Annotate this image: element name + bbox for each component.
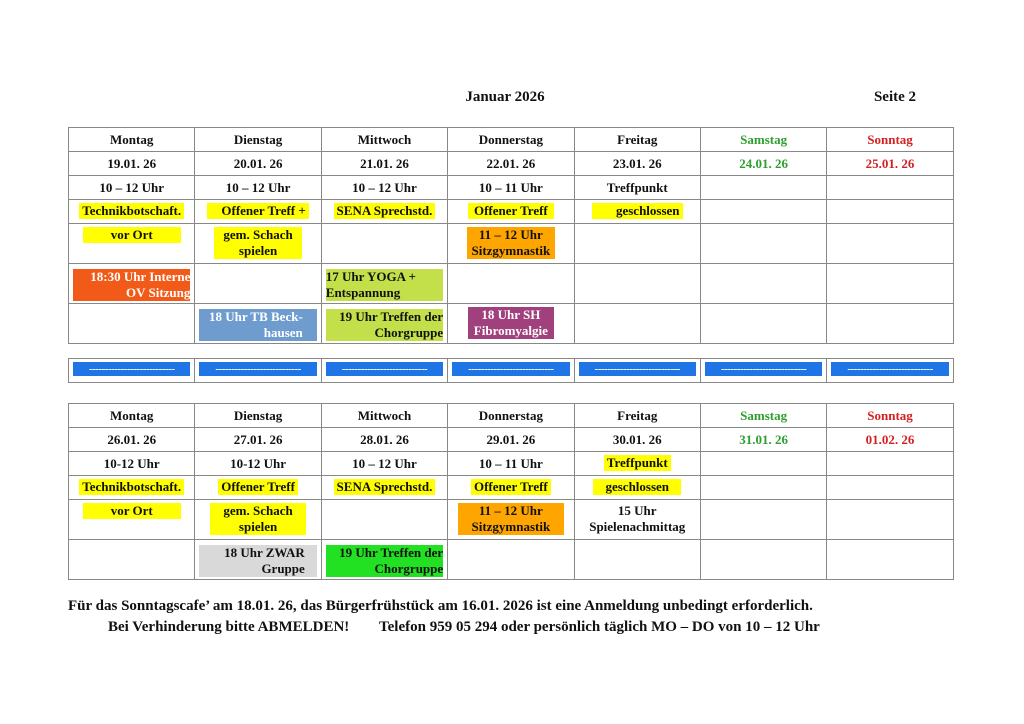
- date-cell: 29.01. 26: [448, 428, 574, 452]
- date-row: [69, 152, 954, 176]
- event-yoga: 17 Uhr YOGA + Entspannung: [326, 269, 443, 301]
- day-saturday: Samstag: [700, 404, 826, 428]
- footer-contact: Bei Verhinderung bitte ABMELDEN! Telefon 959 05 294 oder persönlich täglich MO – DO von 10 – 12 Uhr: [108, 619, 820, 635]
- date-cell: 19.01. 26: [69, 152, 195, 176]
- event-chorgruppe: 19 Uhr Treffen der Chorgruppe: [326, 309, 443, 341]
- day-sunday: Sonntag: [827, 404, 953, 428]
- time-cell: 10 – 12 Uhr: [195, 176, 321, 200]
- week2-table: [68, 403, 954, 580]
- footer-note: Für das Sonntagscafe’ am 18.01. 26, das Bürgerfrühstück am 16.01. 2026 ist eine Anmeldung unbedingt erforderlich.: [68, 598, 813, 614]
- event-sena-sprechstd: SENA Sprechstd.: [334, 479, 436, 495]
- time-cell: [827, 452, 953, 476]
- time-cell: 10 – 12 Uhr: [69, 176, 195, 200]
- date-row: [69, 428, 954, 452]
- event-row: [69, 500, 954, 540]
- date-cell: 23.01. 26: [574, 152, 700, 176]
- event-geschlossen: geschlossen: [593, 479, 681, 495]
- time-row: [69, 176, 954, 200]
- event-row: [69, 476, 954, 500]
- time-cell: 10 – 11 Uhr: [448, 176, 574, 200]
- day-friday: Freitag: [574, 128, 700, 152]
- day-monday: Montag: [69, 404, 195, 428]
- weekday-row: [69, 128, 954, 152]
- event-ov-sitzung: 18:30 Uhr Interne OV Sitzung: [73, 269, 190, 301]
- time-cell: [700, 176, 826, 200]
- day-sunday: Sonntag: [827, 128, 953, 152]
- time-cell: 10 – 12 Uhr: [321, 176, 447, 200]
- separator-bar: ---------------------------: [831, 362, 948, 376]
- date-cell: 25.01. 26: [827, 152, 953, 176]
- time-cell: 10-12 Uhr: [69, 452, 195, 476]
- event-sena-sprechstd: SENA Sprechstd.: [334, 203, 436, 219]
- separator-bar: ---------------------------: [705, 362, 822, 376]
- date-cell: 21.01. 26: [321, 152, 447, 176]
- date-cell: 26.01. 26: [69, 428, 195, 452]
- event-offener-treff: Offener Treff: [468, 203, 554, 219]
- date-cell: 24.01. 26: [700, 152, 826, 176]
- time-cell: Treffpunkt: [604, 455, 671, 471]
- event-row: [69, 304, 954, 344]
- day-thursday: Donnerstag: [448, 404, 574, 428]
- day-saturday: Samstag: [700, 128, 826, 152]
- event-sitzgymnastik: 11 – 12 Uhr Sitzgymnastik: [458, 503, 564, 535]
- date-cell: 28.01. 26: [321, 428, 447, 452]
- separator-bar: ---------------------------: [326, 362, 443, 376]
- date-cell: 01.02. 26: [827, 428, 953, 452]
- week1-table: [68, 127, 954, 344]
- event-row: [69, 264, 954, 304]
- month-title: Januar 2026: [465, 89, 545, 105]
- date-cell: 27.01. 26: [195, 428, 321, 452]
- event-vor-ort: vor Ort: [83, 503, 181, 519]
- event-offener-treff: Offener Treff +: [207, 203, 308, 219]
- page-number: Seite 2: [873, 89, 917, 105]
- day-wednesday: Mittwoch: [321, 404, 447, 428]
- day-monday: Montag: [69, 128, 195, 152]
- separator-bar: ---------------------------: [73, 362, 190, 376]
- event-schach: gem. Schach spielen: [214, 227, 302, 259]
- day-friday: Freitag: [574, 404, 700, 428]
- event-schach: gem. Schach spielen: [210, 503, 306, 535]
- date-cell: 30.01. 26: [574, 428, 700, 452]
- time-cell: [700, 452, 826, 476]
- event-row: [69, 540, 954, 580]
- time-cell: 10-12 Uhr: [195, 452, 321, 476]
- separator-bar: ---------------------------: [199, 362, 316, 376]
- time-row: [69, 452, 954, 476]
- event-row: [69, 224, 954, 264]
- day-tuesday: Dienstag: [195, 128, 321, 152]
- time-cell: Treffpunkt: [574, 176, 700, 200]
- event-fibromyalgie: 18 Uhr SH Fibromyalgie: [468, 307, 554, 339]
- time-cell: 10 – 12 Uhr: [321, 452, 447, 476]
- date-cell: 20.01. 26: [195, 152, 321, 176]
- event-technikbotschaft: Technikbotschaft.: [79, 479, 184, 495]
- date-cell: 22.01. 26: [448, 152, 574, 176]
- date-cell: 31.01. 26: [700, 428, 826, 452]
- event-spielenachmittag: 15 Uhr Spielenachmittag: [589, 503, 686, 534]
- day-thursday: Donnerstag: [448, 128, 574, 152]
- day-tuesday: Dienstag: [195, 404, 321, 428]
- event-offener-treff: Offener Treff: [471, 479, 551, 495]
- event-row: [69, 200, 954, 224]
- event-sitzgymnastik: 11 – 12 Uhr Sitzgymnastik: [467, 227, 555, 259]
- separator-bar: ---------------------------: [579, 362, 696, 376]
- time-cell: [827, 176, 953, 200]
- event-chorgruppe: 19 Uhr Treffen der Chorgruppe: [326, 545, 443, 577]
- event-zwar-gruppe: 18 Uhr ZWAR Gruppe: [199, 545, 316, 577]
- event-tb-beckhausen: 18 Uhr TB Beck- hausen: [199, 309, 316, 341]
- event-offener-treff: Offener Treff: [218, 479, 298, 495]
- weekday-row: [69, 404, 954, 428]
- separator-bar: ---------------------------: [452, 362, 569, 376]
- day-wednesday: Mittwoch: [321, 128, 447, 152]
- event-technikbotschaft: Technikbotschaft.: [79, 203, 184, 219]
- event-geschlossen: geschlossen: [592, 203, 683, 219]
- event-vor-ort: vor Ort: [83, 227, 181, 243]
- time-cell: 10 – 11 Uhr: [448, 452, 574, 476]
- separator-table: [68, 358, 954, 383]
